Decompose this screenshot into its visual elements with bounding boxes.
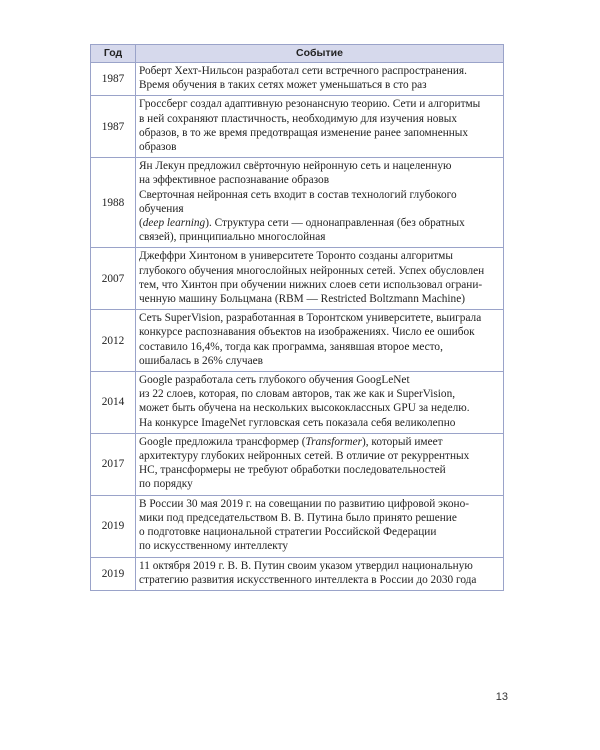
table-row [91,158,504,248]
event-line: Сверточная нейронная сеть входит в состав технологий глубокого [139,188,457,201]
event-line: Джеффри Хинтоном в университете Торонто созданы алгоритмы [139,250,453,263]
event-line: (deep learning). Структура сети — однонаправленная (без обратных [139,217,465,230]
table-row [91,96,504,158]
event-cell [136,557,504,590]
year-cell: 2017 [91,433,136,495]
year-cell: 1988 [91,158,136,248]
event-cell [136,372,504,434]
event-line: На конкурсе ImageNet гугловская сеть показала себя великолепно [139,416,456,429]
year-cell: 2012 [91,310,136,372]
table-row [91,495,504,557]
year-cell: 1987 [91,63,136,96]
event-line: 11 октября 2019 г. В. В. Путин своим указом утвердил национальную [139,559,473,572]
event-line: стратегию развития искусственного интеллекта в России до 2030 года [139,573,477,586]
event-cell [136,495,504,557]
event-line: в ней сохраняют пластичность, необходимую для изучения новых [139,112,457,125]
history-table [90,44,504,591]
event-line: Ян Лекун предложил свёрточную нейронную сеть и нацеленную [139,160,452,173]
table-row [91,557,504,590]
year-cell: 1987 [91,96,136,158]
event-line: из 22 слоев, которая, по словам авторов, так же как и SuperVision, [139,388,456,401]
table-row [91,433,504,495]
year-cell: 2014 [91,372,136,434]
event-line: ченную машину Больцмана (RBM — Restricted Boltzmann Machine) [139,293,465,306]
event-line: по порядку [139,478,193,491]
event-line: на эффективное распознавание образов [139,174,330,187]
event-line: образов [139,141,177,154]
event-cell [136,433,504,495]
event-line: тем, что Хинтон при обучении нижних слоев сети использовал ограни- [139,278,483,291]
event-line: ошибалась в 26% случаев [139,354,263,367]
page-number: 13 [495,691,508,703]
event-line: Сеть SuperVision, разработанная в Торонтском университете, выиграла [139,312,482,325]
table-row [91,372,504,434]
event-line: по искусственному интеллекту [139,540,289,553]
event-cell [136,310,504,372]
event-line: мики под председательством В. В. Путина было принято решение [139,511,457,524]
event-line: образов, в то же время предотвращая изменение ранее запомненных [139,126,469,139]
event-line: глубокого обучения многослойных нейронных сетей. Успех обусловлен [139,264,485,277]
event-line: архитектуру глубоких нейронных сетей. В отличие от рекуррентных [139,450,470,463]
event-line: конкурсе распознавания объектов на изображениях. Число ее ошибок [139,326,475,339]
event-line: составило 16,4%, тогда как программа, занявшая второе место, [139,340,443,353]
year-column-header: Год [91,45,136,63]
table-row [91,63,504,96]
event-line: обучения [139,202,184,215]
year-cell: 2007 [91,248,136,310]
event-column-header: Событие [136,45,504,63]
event-line: может быть обучена на нескольких высококлассных GPU за неделю. [139,402,470,415]
table-row [91,310,504,372]
event-cell [136,63,504,96]
year-cell: 2019 [91,495,136,557]
year-cell: 2019 [91,557,136,590]
event-line: о подготовке национальной стратегии Российской Федерации [139,526,437,539]
event-line: Гроссберг создал адаптивную резонансную теорию. Сети и алгоритмы [139,98,481,111]
table-body [91,63,504,591]
event-line: связей), принципиально многослойная [139,231,326,244]
event-line: Время обучения в таких сетях может уменьшаться в сто раз [139,79,427,92]
table-row [91,248,504,310]
event-line: НС, трансформеры не требуют обработки последовательностей [139,464,446,477]
event-line: Роберт Хехт-Нильсон разработал сети встречного распространения. [139,65,467,77]
event-cell [136,96,504,158]
event-cell [136,248,504,310]
event-line: В России 30 мая 2019 г. на совещании по развитию цифровой эконо- [139,497,470,510]
event-line: Google разработала сеть глубокого обучения GoogLeNet [139,374,410,387]
event-line: Google предложила трансформер (Transformer), который имеет [139,435,443,448]
table-header-row [91,45,504,63]
event-cell [136,158,504,248]
